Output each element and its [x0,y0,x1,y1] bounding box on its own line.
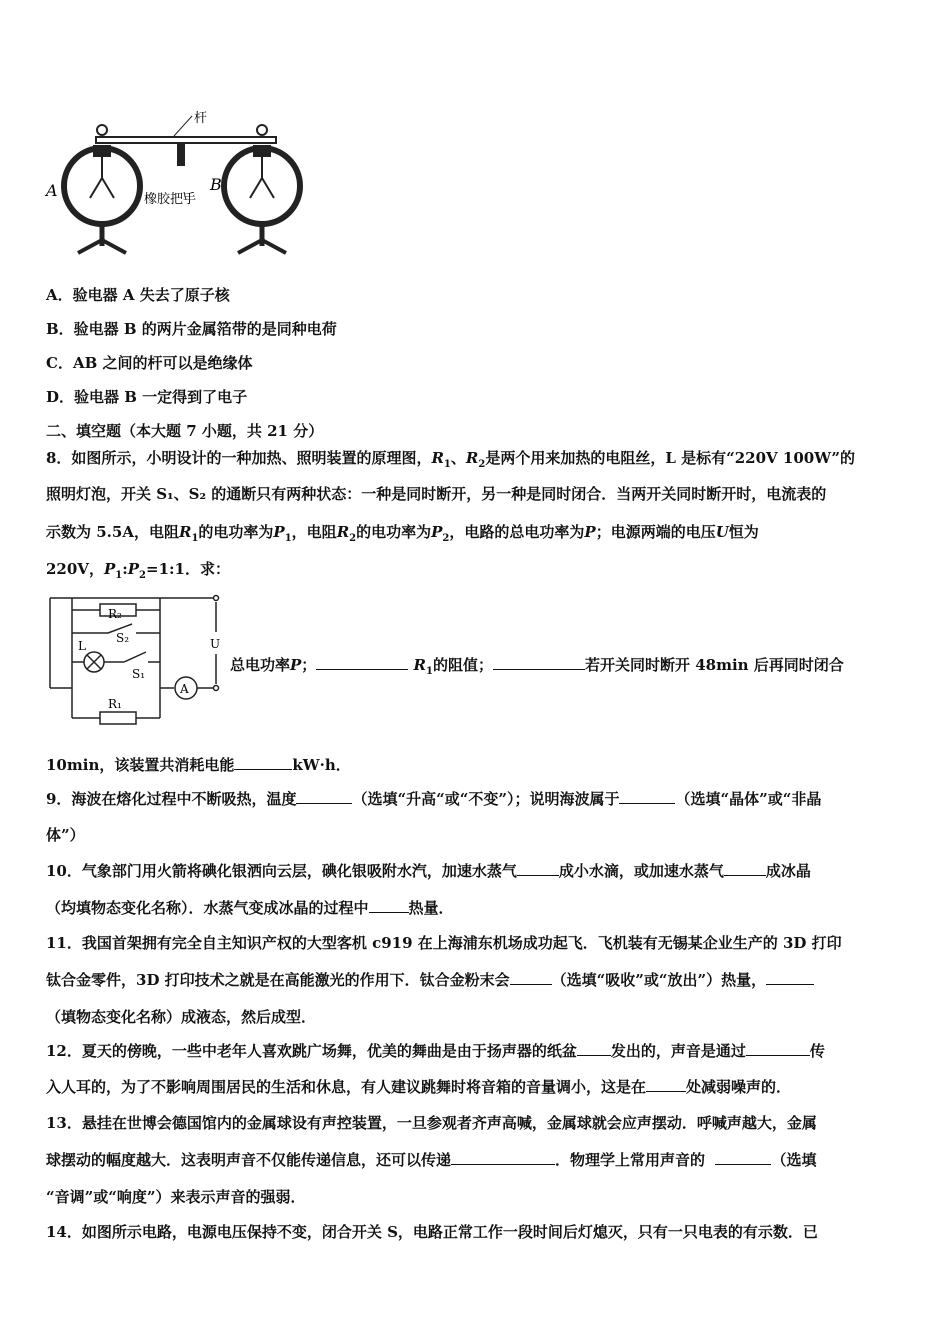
blank-q11-a[interactable] [510,970,552,985]
q8-line-3: 示数为 5.5A，电阻$R_1$的电功率为$P_1$，电阻$R_2$的电功率为$P_2$，电路的总电功率为P；电源两端的电压U恒为 [46,523,759,544]
blank-q10-c[interactable] [369,898,409,913]
q13-line-2: 球摆动的幅度越大．这表明声音不仅能传递信息，还可以传递 ．物理学上常用声音的 （选填 [46,1151,817,1169]
circuit-diagram [44,588,234,728]
blank-q10-a[interactable] [517,861,559,876]
option-c: C．AB 之间的杆可以是绝缘体 [46,354,253,372]
label-handle: 橡胶把手 [144,192,197,207]
blank-q9-type[interactable] [619,789,675,804]
blank-q12-a[interactable] [577,1041,611,1056]
circuit-label-u: U [210,637,221,651]
circuit-label-s1: S₁ [132,667,146,681]
blank-q11-b[interactable] [766,970,814,985]
blank-r1-resistance[interactable] [493,655,585,670]
circuit-label-r2: R₂ [108,607,122,621]
option-d: D．验电器 B 一定得到了电子 [46,388,248,406]
q11-line-3: （填物态变化名称）成液态，然后成型． [46,1008,317,1026]
q13-line-3: “音调”或“响度”）来表示声音的强弱． [46,1188,306,1206]
circuit-label-r1: R₁ [108,697,122,711]
q14-line-1: 14．如图所示电路，电源电压保持不变，闭合开关 S，电路正常工作一段时间后灯熄灭，只有一只电表的有示数．已 [46,1223,818,1241]
electroscope-figure [44,108,314,268]
q12-line-2: 入人耳的，为了不影响周围居民的生活和休息，有人建议跳舞时将音箱的音量调小，这是在 处减弱噪声的． [46,1078,792,1096]
q11-line-1: 11．我国首架拥有完全自主知识产权的大型客机 c919 在上海浦东机场成功起飞．飞机装有无锡某企业生产的 3D 打印 [46,934,842,952]
blank-total-power[interactable] [316,655,408,670]
q10-line-1: 10．气象部门用火箭将碘化银洒向云层，碘化银吸附水汽，加速水蒸气 成小水滴，或加速水蒸气 成冰晶 [46,862,811,880]
label-electroscope-b: B [210,175,222,194]
blank-q13-a[interactable] [451,1150,555,1165]
q10-line-2: （均填物态变化名称）．水蒸气变成冰晶的过程中 热量． [46,899,454,917]
option-b: B．验电器 B 的两片金属箔带的是同种电荷 [46,320,337,338]
q11-line-2: 钛合金零件，3D 打印技术之就是在高能激光的作用下．钛合金粉末会 （选填“吸收”或“放出”）热量， [46,970,814,990]
circuit-label-l: L [78,639,86,653]
q8-line-4: 220V，$P_1:P_2=1:1$．求： [46,560,230,581]
circuit-label-ammeter: A [180,682,189,696]
blank-q10-b[interactable] [724,861,766,876]
label-electroscope-a: A [46,181,58,200]
option-a: A．验电器 A 失去了原子核 [46,286,230,304]
q9-line-1: 9．海波在熔化过程中不断吸热，温度 （选填“升高“或“不变”）；说明海波属于 （选填“晶体”或“非晶 [46,790,822,808]
q8-line-5: 总电功率P； $R_1$的阻值； 若开关同时断开 48min 后再同时闭合 [230,656,844,677]
label-rod: 杆 [194,111,208,126]
blank-energy[interactable] [234,755,292,770]
circuit-label-s2: S₂ [116,631,130,645]
q8-line-2: 照明灯泡，开关 S₁、S₂ 的通断只有两种状态：一种是同时断开，另一种是同时闭合．当两开关同时断开时，电流表的 [46,485,827,503]
q8-line-6: 10min，该装置共消耗电能 kW·h． [46,756,351,774]
section-title: 二、填空题（本大题 7 小题，共 21 分） [46,422,324,440]
q9-line-2: 体”） [46,826,85,844]
q13-line-1: 13．悬挂在世博会德国馆内的金属球设有声控装置，一旦参观者齐声高喊，金属球就会应声摆动．呼喊声越大，金属 [46,1114,817,1132]
blank-q12-b[interactable] [746,1041,810,1056]
blank-q9-temperature[interactable] [296,789,352,804]
q12-line-1: 12．夏天的傍晚，一些中老年人喜欢跳广场舞，优美的舞曲是由于扬声器的纸盆 发出的，声音是通过 传 [46,1042,825,1060]
blank-q12-c[interactable] [646,1077,686,1092]
blank-q13-b[interactable] [715,1150,771,1165]
q8-line-1: 8．如图所示，小明设计的一种加热、照明装置的原理图，$R_1$、$R_2$是两个用来加热的电阻丝，L 是标有“220V 100W”的 [46,449,855,470]
